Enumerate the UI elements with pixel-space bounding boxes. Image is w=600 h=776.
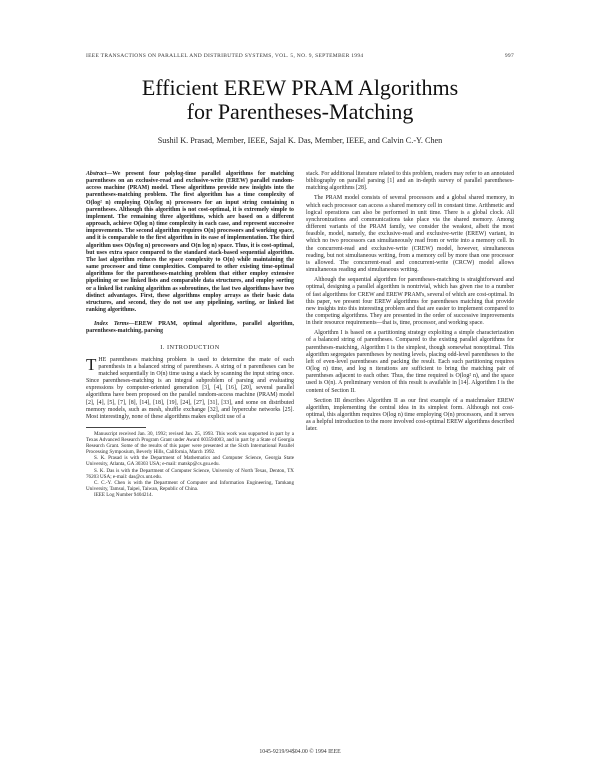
- page-number: 997: [504, 53, 514, 59]
- index-terms-lead: Index Terms—: [94, 321, 135, 328]
- introduction-paragraph: [86, 354, 294, 421]
- left-column: [86, 171, 294, 498]
- right-paragraph-1: stack. For additional literature related to this problem, readers may refer to an annotated bibliography on parallel parsing [1] and an in-depth survey of parallel parentheses-matching algorithms [28].: [306, 171, 514, 192]
- copyright-line: 1045-9219/94$04.00 © 1994 IEEE: [259, 749, 341, 755]
- journal-info: IEEE TRANSACTIONS ON PARALLEL AND DISTRIBUTED SYSTEMS, VOL. 5, NO. 9, SEPTEMBER 1994: [86, 53, 364, 59]
- footnote-author-chen: C. C.-Y. Chen is with the Department of Computer and Information Engineering, Tamkang University, Tamsui, Taipei, Taiwan, Republic of China.: [86, 479, 294, 492]
- abstract-lead: Abstract—: [86, 171, 113, 177]
- footnote-log-number: IEEE Log Number 9404214.: [94, 491, 153, 498]
- title-line-2: for Parentheses-Matching: [186, 99, 414, 124]
- abstract: [86, 171, 294, 314]
- footnote-manuscript: Manuscript received Jan. 30, 1992; revised Jan. 25, 1993. This work was supported in part by a Texas Advanced Research Program Grant under Award 003594003, and in part by a State of Georgia Research Grant. Some of the results of this paper were presented at the Sixth International Parallel Processing Symposium, Beverly Hills, California, March 1992.: [86, 431, 294, 456]
- introduction-text: HE parentheses matching problem is used to determine the mate of each parenthesis in a balanced string of parentheses. A string of n parentheses can be matched sequentially in O(n) time using a stack by scanning the input string once. Since parentheses-matching is an integral subproblem of parsing and evaluating expressions by computer-oriented generation [3], [4], [16], [20], several parallel algorithms have been proposed on the parallel random-access machine (PRAM) model [2], [4], [5], [7], [8], [14], [18], [19], [24], [27], [31], [33], and some on distributed memory models, such as mesh, shuffle exchange [32], and hypercube networks [25]. Most interestingly, none of these algorithms makes explicit use of a: [86, 356, 294, 420]
- footnote-divider: [86, 427, 146, 428]
- paper-title: [86, 76, 514, 124]
- right-column: [306, 171, 514, 433]
- right-paragraph-2: The PRAM model consists of several processors and a global shared memory, in which each processor can access a shared memory cell in constant time. Arithmetic and logical operations can also be performed in unit time. There is a global clock. All synchronizations and communications take place via the shared memory. Among different variants of the PRAM family, we consider the weakest, albeit the most feasible, model, namely, the exclusive-read and exclusive-write (EREW) variant, in which no two processors can simultaneously read from or write into a memory cell. In the concurrent-read and exclusive-write (CREW) model, however, simultaneous reading, but not simultaneous writing, from a memory cell by more than one processor is allowed. The concurrent-read and concurrent-write (CRCW) model allows simultaneous reading and simultaneous writing.: [306, 195, 514, 274]
- index-terms-text: EREW PRAM, optimal algorithms, parallel algorithm, parentheses-matching, parsing: [86, 321, 294, 335]
- right-paragraph-3: Although the sequential algorithm for parentheses-matching is straightforward and optimal, designing a parallel algorithm is nontrivial, which has given rise to a number of fast algorithms for CREW and EREW PRAM's, several of which are cost-optimal. In this paper, we present four EREW algorithms for parentheses matching that provide new insights into this interesting problem and that are easier to implement compared to the competing algorithms. They are presented in the order of successive improvements in their resource requirements—that is, time, processor, and working space.: [306, 277, 514, 327]
- title-line-1: Efficient EREW PRAM Algorithms: [141, 75, 459, 100]
- footnote-author-das: S. K. Das is with the Department of Computer Science, University of North Texas, Denton, TX 76203 USA; e-mail: das@cs.unt.edu.: [86, 467, 294, 480]
- running-head: [86, 53, 514, 59]
- abstract-text: We present four polylog-time parallel algorithms for matching parentheses on an exclusive-read and exclusive-write (EREW) parallel random-access machine (PRAM) model. These algorithms provide new insights into the parentheses-matching problem. The first algorithm has a time complexity of O(log² n) employing O(n/log n) processors for an input string containing n parentheses. Although this algorithm is not cost-optimal, it is extremely simple to implement. The remaining three algorithms, which are based on a different approach, achieve O(log n) time complexity in each case, and represent successive improvements. The second algorithm requires O(n) processors and working space, and it is comparable to the first algorithm in its ease of implementation. The third algorithm uses O(n/log n) processors and O(n log n) space. Thus, it is cost-optimal, but uses extra space compared to the standard stack-based sequential algorithm. The last algorithm reduces the space complexity to O(n) while maintaining the same processor and time complexities. Compared to other existing time-optimal algorithms for the parentheses-matching problem that either employ extensive pipelining or use linked lists and comparable data structures, and employ sorting or a linked list ranking algorithm as subroutines, the last two algorithms have two distinct advantages. First, these algorithms employ arrays as their basic data structures, and second, they do not use any pipelining, sorting, or linked list ranking algorithms.: [86, 171, 294, 313]
- right-paragraph-5: Section III describes Algorithm II as our first example of a matchmaker EREW algorithm, implementing the central idea in its simplest form. Although not cost-optimal, this algorithm requires O(log n) time employing O(n) processors, and it serves as a helpful introduction to the more involved cost-optimal EREW algorithms described later.: [306, 397, 514, 433]
- right-paragraph-4: Algorithm I is based on a partitioning strategy exploiting a simple characterization of a balanced string of parentheses. Compared to the existing parallel algorithms for parentheses-matching, Algorithm I is the simplest, though somewhat nonoptimal. This algorithm segregates parentheses by nesting levels, placing odd-level parentheses to the left of even-level parentheses and packing the result. Each such partitioning requires O(log n) time, and log n iterations are sufficient to bring the matching pair of parentheses adjacent to each other. Thus, the time required is O(log² n), and the space used is O(n). A preliminary version of this result is available in [14]. Algorithm I is the content of Section II.: [306, 330, 514, 394]
- author-list: Sushil K. Prasad, Member, IEEE, Sajal K. Das, Member, IEEE, and Calvin C.-Y. Chen: [157, 136, 443, 145]
- section-heading-introduction: I. INTRODUCTION: [160, 344, 220, 352]
- drop-cap: T: [86, 354, 97, 374]
- index-terms: [86, 321, 294, 335]
- footnote-author-prasad: S. K. Prasad is with the Department of Mathematics and Computer Science, Georgia State University, Atlanta, GA 30303 USA; e-mail: matskp@cs.gsu.edu.: [86, 455, 294, 468]
